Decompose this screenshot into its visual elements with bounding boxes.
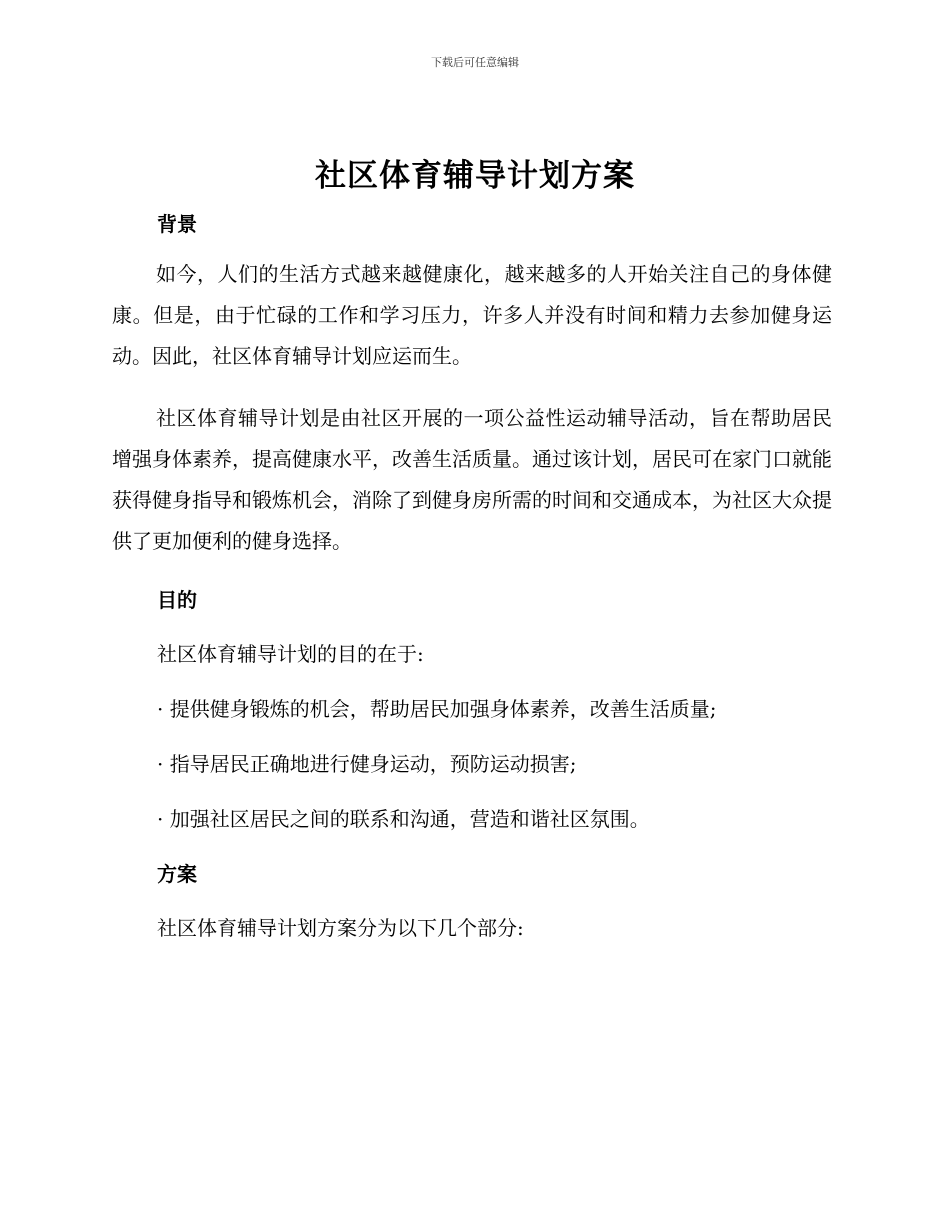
section-heading-plan: 方案 <box>157 862 197 886</box>
background-paragraph-2: 社区体育辅导计划是由社区开展的一项公益性运动辅导活动，旨在帮助居民增强身体素养，提高健康水平，改善生活质量。通过该计划，居民可在家门口就能获得健身指导和锻炼机会，消除了到健身房所需的时间和交通成本，为社区大众提供了更加便利的健身选择。 <box>112 406 832 553</box>
header-note: 下载后可任意编辑 <box>431 56 519 69</box>
purpose-list-item: · 提供健身锻炼的机会，帮助居民加强身体素养，改善生活质量; <box>157 697 717 721</box>
section-heading-purpose: 目的 <box>157 588 197 612</box>
purpose-list-item: · 指导居民正确地进行健身运动，预防运动损害; <box>157 752 577 776</box>
document-title: 社区体育辅导计划方案 <box>315 158 635 194</box>
purpose-list-item: · 加强社区居民之间的联系和沟通，营造和谐社区氛围。 <box>157 807 650 831</box>
plan-intro: 社区体育辅导计划方案分为以下几个部分: <box>157 916 524 940</box>
background-paragraph-1: 如今，人们的生活方式越来越健康化，越来越多的人开始关注自己的身体健康。但是，由于忙碌的工作和学习压力，许多人并没有时间和精力去参加健身运动。因此，社区体育辅导计划应运而生。 <box>112 262 832 368</box>
section-heading-background: 背景 <box>157 212 197 236</box>
purpose-intro: 社区体育辅导计划的目的在于: <box>157 642 424 666</box>
